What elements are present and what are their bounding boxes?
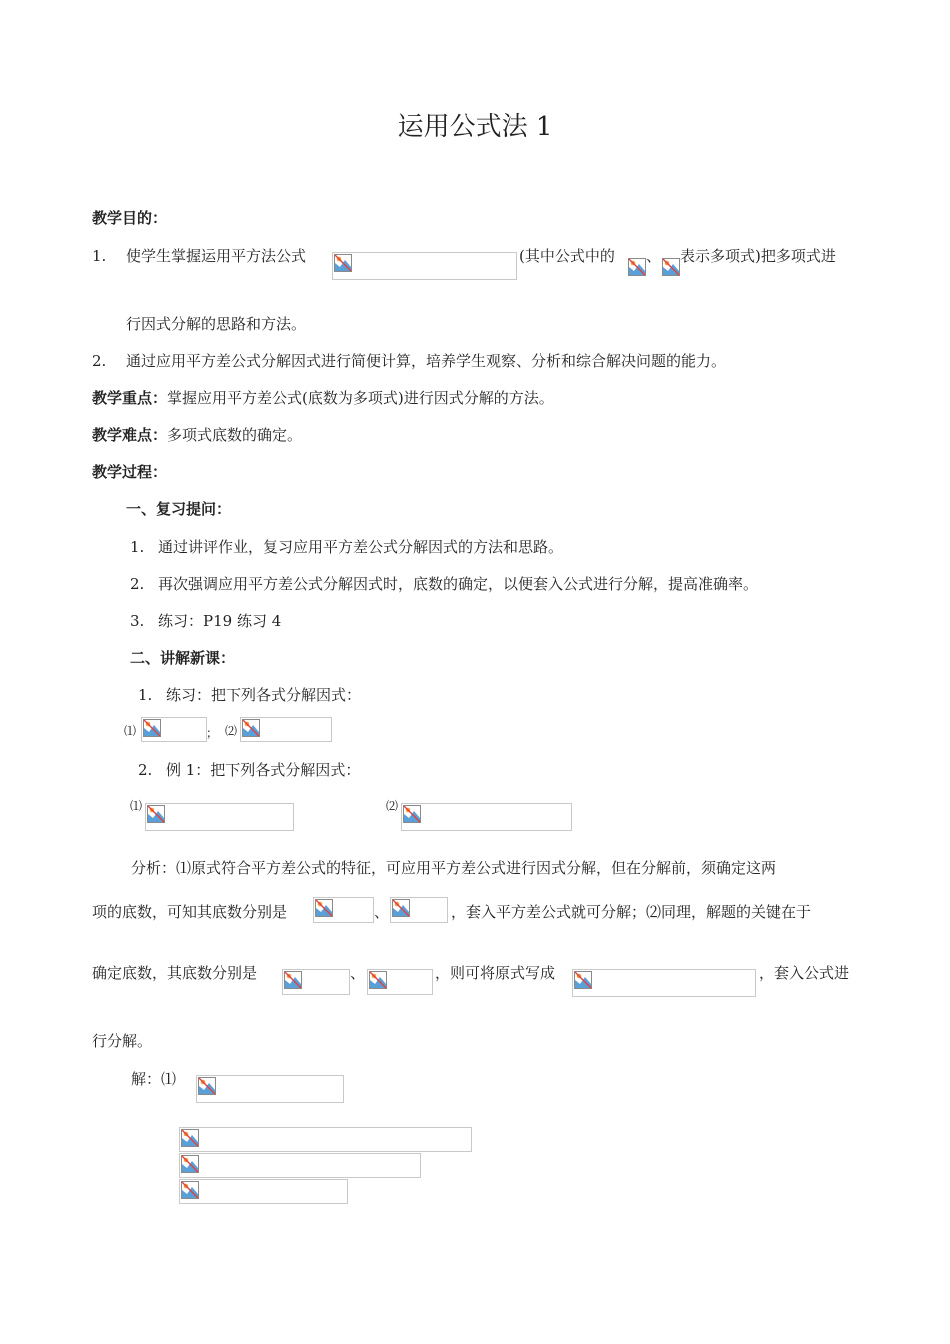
broken-image-icon	[181, 1181, 199, 1199]
difficulty-text: 多项式底数的确定。	[167, 426, 303, 444]
aims-item1-separator: 、	[646, 247, 662, 265]
formula-image	[196, 1075, 344, 1103]
broken-image-icon	[662, 258, 680, 276]
aims-item1-text: 表示多项式)把多项式进	[680, 247, 836, 265]
exercise-part-1: ⑴	[124, 724, 137, 738]
broken-image-icon	[315, 899, 333, 917]
broken-image-icon	[628, 258, 646, 276]
aims-item1-text: (其中公式中的	[519, 247, 615, 265]
formula-image	[179, 1179, 348, 1204]
formula-image	[367, 969, 433, 995]
example-part-2: ⑵	[386, 799, 399, 813]
broken-image-icon	[392, 899, 410, 917]
exercise-separator: ；	[206, 726, 219, 740]
example-number: 2.	[138, 761, 153, 779]
analysis-text: ，套入公式进	[759, 964, 850, 982]
aims-heading: 教学目的：	[92, 209, 168, 227]
formula-image	[572, 969, 756, 997]
review-item-text: 通过讲评作业，复习应用平方差公式分解因式的方法和思路。	[158, 538, 564, 556]
key-point-label: 教学重点：	[92, 389, 168, 407]
broken-image-icon	[334, 254, 352, 272]
analysis-text: 确定底数，其底数分别是	[92, 964, 258, 982]
key-point	[92, 388, 554, 408]
analysis-separator: 、	[374, 903, 390, 921]
difficulty-point	[92, 425, 302, 445]
review-item-number: 2.	[130, 575, 145, 593]
analysis-text: ，则可将原式写成	[435, 964, 556, 982]
review-item-text: 练习：P19 练习 4	[158, 612, 282, 630]
example-part-1: ⑴	[130, 799, 143, 813]
analysis-text: ，套入平方差公式就可分解；⑵同理，解题的关键在于	[451, 903, 812, 921]
formula-image	[141, 717, 207, 742]
analysis-text: 分析：⑴原式符合平方差公式的特征，可应用平方差公式进行因式分解，但在分解前，须确定这两	[131, 859, 777, 877]
aims-item2-text: 通过应用平方差公式分解因式进行简便计算，培养学生观察、分析和综合解决问题的能力。	[126, 352, 727, 370]
review-item-number: 3.	[130, 612, 145, 630]
broken-image-icon	[143, 719, 161, 737]
analysis-separator: 、	[350, 964, 366, 982]
formula-image	[313, 897, 374, 923]
formula-image	[240, 717, 332, 742]
review-heading: 一、复习提问：	[126, 500, 232, 518]
review-item-number: 1.	[130, 538, 145, 556]
formula-image	[390, 897, 448, 923]
process-heading: 教学过程：	[92, 463, 168, 481]
analysis-text: 项的底数，可知其底数分别是	[92, 903, 288, 921]
broken-image-icon	[369, 971, 387, 989]
broken-image-icon	[181, 1155, 199, 1173]
exercise-part-2: ⑵	[225, 724, 238, 738]
page-title: 运用公式法 1	[397, 112, 553, 142]
key-point-text: 掌握应用平方差公式(底数为多项式)进行因式分解的方法。	[167, 389, 554, 407]
broken-image-icon	[242, 719, 260, 737]
formula-image	[401, 803, 572, 831]
broken-image-icon	[574, 971, 592, 989]
review-item-text: 再次强调应用平方差公式分解因式时，底数的确定，以便套入公式进行分解，提高准确率。	[158, 575, 759, 593]
exercise-text: 练习：把下列各式分解因式：	[166, 686, 362, 704]
broken-image-icon	[403, 805, 421, 823]
exercise-number: 1.	[138, 686, 153, 704]
formula-image	[179, 1153, 421, 1178]
aims-item1-text: 使学生掌握运用平方法公式	[126, 247, 307, 265]
formula-image	[145, 803, 294, 831]
aims-item1-number: 1.	[92, 247, 107, 265]
broken-image-icon	[284, 971, 302, 989]
broken-image-icon	[181, 1129, 199, 1147]
aims-item1-text: 行因式分解的思路和方法。	[126, 315, 307, 333]
aims-item2-number: 2.	[92, 352, 107, 370]
formula-image	[179, 1127, 472, 1152]
broken-image-icon	[147, 805, 165, 823]
new-lesson-heading: 二、讲解新课：	[130, 649, 236, 667]
broken-image-icon	[198, 1077, 216, 1095]
analysis-text: 行分解。	[92, 1032, 153, 1050]
formula-image	[332, 252, 517, 280]
solution-label: 解：⑴	[131, 1070, 177, 1088]
formula-image	[282, 969, 350, 995]
difficulty-label: 教学难点：	[92, 426, 168, 444]
example-text: 例 1：把下列各式分解因式：	[166, 761, 361, 779]
